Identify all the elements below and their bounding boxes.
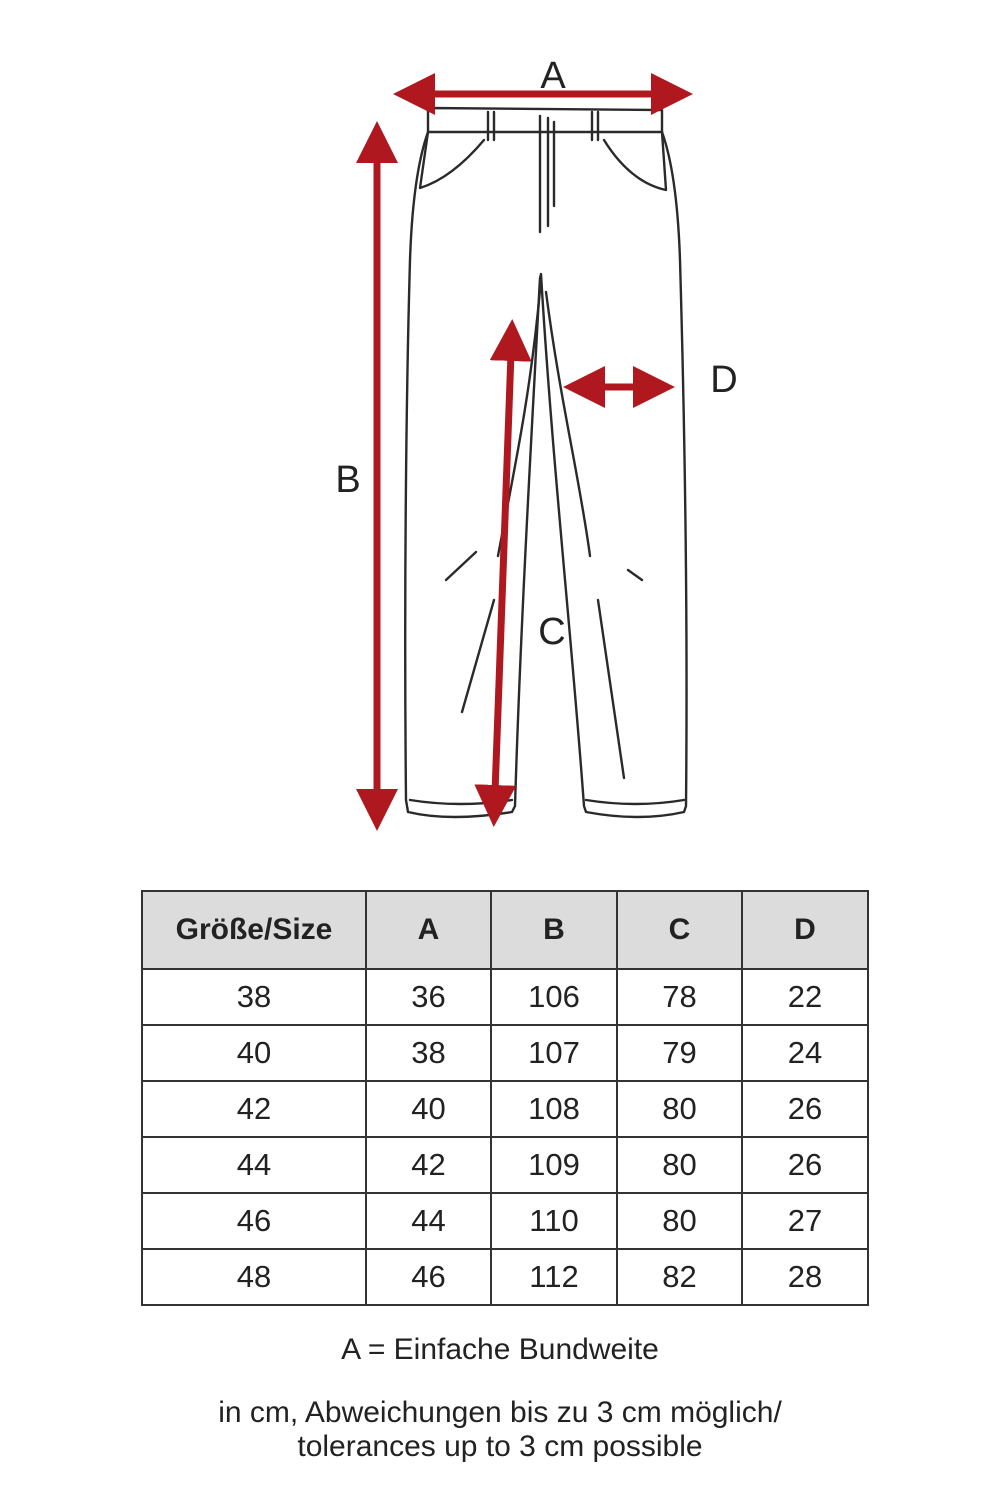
table-header-row [142,891,868,969]
cell-c: 82 [617,1249,742,1305]
tolerance-note [0,1396,1000,1464]
table-row [142,1249,868,1305]
cell-c: 80 [617,1081,742,1137]
table-row [142,969,868,1025]
cell-d: 24 [742,1025,868,1081]
belt-loop-right [592,112,598,140]
table-row [142,1137,868,1193]
cell-size: 38 [142,969,366,1025]
header-d: D [742,891,868,969]
crease-left [446,552,476,580]
header-size: Größe/Size [142,891,366,969]
label-c: C [538,611,566,653]
pocket-left [420,132,484,188]
crease-left-low [462,600,494,712]
cell-size: 40 [142,1025,366,1081]
cell-d: 26 [742,1137,868,1193]
cell-b: 108 [491,1081,617,1137]
cell-c: 80 [617,1193,742,1249]
cell-b: 106 [491,969,617,1025]
hem-right [586,800,684,804]
arrow-c [494,326,512,820]
cell-a: 38 [366,1025,491,1081]
cell-c: 78 [617,969,742,1025]
cell-b: 107 [491,1025,617,1081]
cell-size: 42 [142,1081,366,1137]
cell-a: 36 [366,969,491,1025]
cell-c: 80 [617,1137,742,1193]
cell-d: 22 [742,969,868,1025]
tolerance-line-german: in cm, Abweichungen bis zu 3 cm möglich/ [218,1396,782,1429]
pants-illustration [405,108,686,817]
belt-loop-left [488,112,494,140]
header-b: B [491,891,617,969]
cell-b: 112 [491,1249,617,1305]
measurement-definition-note: A = Einfache Bundweite [341,1333,659,1366]
table-row [142,1025,868,1081]
table-row [142,1193,868,1249]
cell-d: 28 [742,1249,868,1305]
pants-outline [405,132,686,817]
cell-a: 40 [366,1081,491,1137]
cell-size: 44 [142,1137,366,1193]
label-a: A [540,55,566,97]
cell-a: 44 [366,1193,491,1249]
header-c: C [617,891,742,969]
pocket-right [604,132,666,190]
cell-a: 46 [366,1249,491,1305]
fly [540,116,554,232]
cell-b: 109 [491,1137,617,1193]
label-d: D [710,359,738,401]
cell-size: 46 [142,1193,366,1249]
size-table [141,890,869,1306]
cell-a: 42 [366,1137,491,1193]
cell-b: 110 [491,1193,617,1249]
tolerance-line-english: tolerances up to 3 cm possible [297,1430,703,1463]
cell-size: 48 [142,1249,366,1305]
crease-right-low [598,600,624,778]
crease-right [628,570,642,580]
label-b: B [335,459,361,501]
cell-d: 26 [742,1081,868,1137]
waistband [428,108,662,132]
cell-d: 27 [742,1193,868,1249]
cell-c: 79 [617,1025,742,1081]
table-row [142,1081,868,1137]
header-a: A [366,891,491,969]
